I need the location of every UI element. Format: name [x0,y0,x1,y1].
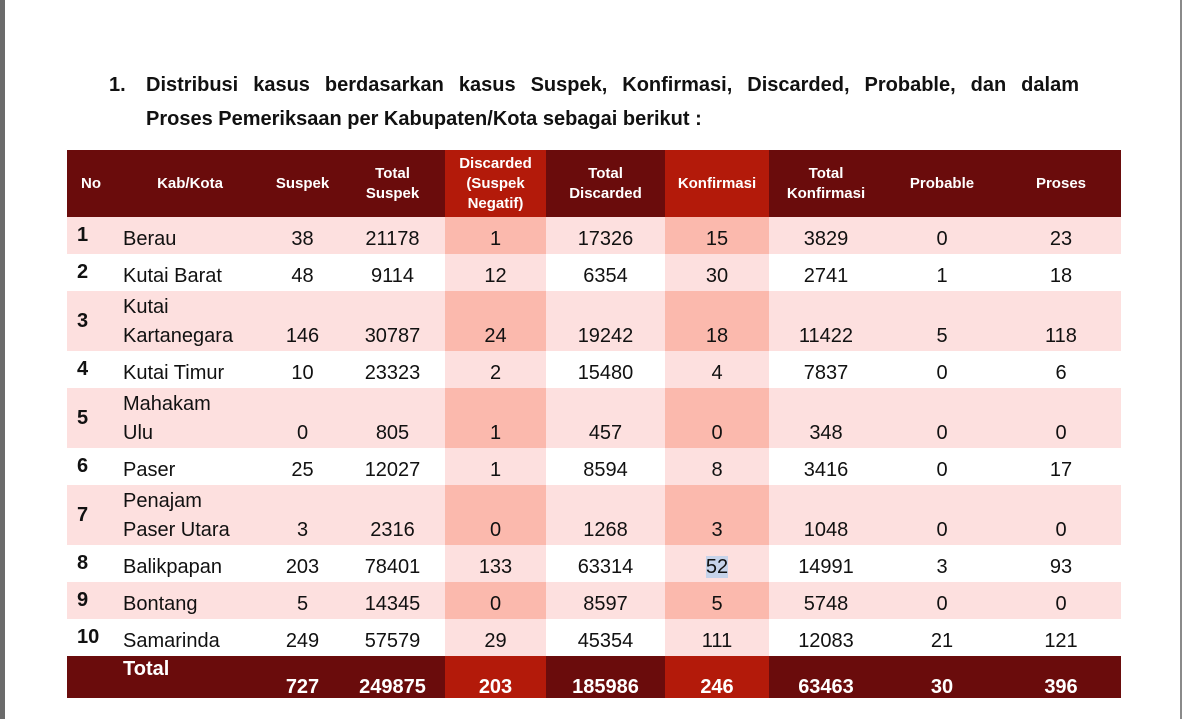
cell-discarded: 0 [445,485,546,545]
cell-discarded: 2 [445,351,546,388]
cell-total-discarded: 457 [546,388,665,448]
col-header-no: No [67,150,115,217]
cell-suspek: 38 [265,217,340,254]
col-header-suspek: Suspek [265,150,340,217]
table-row [67,351,1121,388]
cell-konfirmasi: 246 [665,656,769,698]
cell-no: 4 [67,351,115,388]
heading-number: 1. [109,74,126,96]
cell-probable: 5 [883,291,1001,351]
cell-probable: 0 [883,485,1001,545]
cell-konfirmasi: 111 [665,619,769,656]
page-left-border [0,0,5,719]
cell-discarded: 203 [445,656,546,698]
cell-probable: 0 [883,582,1001,619]
cell-total-discarded: 6354 [546,254,665,291]
cell-proses: 23 [1001,217,1121,254]
cell-kab-kota: Balikpapan [115,545,265,582]
cell-total-konfirmasi: 63463 [769,656,883,698]
cell-konfirmasi: 18 [665,291,769,351]
cell-no: 3 [67,291,115,351]
cell-total-suspek: 9114 [340,254,445,291]
cell-kab-kota: Berau [115,217,265,254]
cell-total-discarded: 8594 [546,448,665,485]
cell-total-suspek: 23323 [340,351,445,388]
cell-suspek: 3 [265,485,340,545]
cell-total-konfirmasi: 7837 [769,351,883,388]
cell-no: 8 [67,545,115,582]
cell-konfirmasi: 3 [665,485,769,545]
table-row [67,619,1121,656]
cell-no: 5 [67,388,115,448]
cell-probable: 30 [883,656,1001,698]
cell-discarded: 1 [445,388,546,448]
cell-kab-kota: Kutai Barat [115,254,265,291]
cell-konfirmasi [665,545,769,582]
cell-probable: 0 [883,217,1001,254]
cell-kab-kota: Mahakam Ulu [115,388,265,448]
cell-total-suspek: 2316 [340,485,445,545]
cell-total-suspek: 14345 [340,582,445,619]
col-header-konfirmasi: Konfirmasi [665,150,769,217]
cell-proses: 17 [1001,448,1121,485]
cell-kab-kota: Paser [115,448,265,485]
cell-proses: 6 [1001,351,1121,388]
cell-no: 10 [67,619,115,656]
cell-suspek: 0 [265,388,340,448]
cell-total-konfirmasi: 1048 [769,485,883,545]
cell-total-suspek: 249875 [340,656,445,698]
cell-total-suspek: 78401 [340,545,445,582]
cell-total-discarded: 8597 [546,582,665,619]
cell-no: 2 [67,254,115,291]
cell-probable: 1 [883,254,1001,291]
cell-total-konfirmasi: 11422 [769,291,883,351]
cell-kab-kota: Kutai Kartanegara [115,291,265,351]
cell-total-discarded: 63314 [546,545,665,582]
cell-proses: 0 [1001,388,1121,448]
col-header-proses: Proses [1001,150,1121,217]
cell-total-discarded: 1268 [546,485,665,545]
table-header-row [67,150,1121,217]
cell-no: 9 [67,582,115,619]
cell-total-suspek: 21178 [340,217,445,254]
cell-proses: 121 [1001,619,1121,656]
col-header-discarded: Discarded (Suspek Negatif) [445,150,546,217]
cell-kab-kota: Samarinda [115,619,265,656]
cell-total-suspek: 805 [340,388,445,448]
cell-proses: 0 [1001,485,1121,545]
table-row [67,254,1121,291]
table-row [67,217,1121,254]
cell-probable: 3 [883,545,1001,582]
cell-suspek: 203 [265,545,340,582]
cell-probable: 0 [883,388,1001,448]
cell-kab-kota: Kutai Timur [115,351,265,388]
cell-total-suspek: 30787 [340,291,445,351]
cell-total-konfirmasi: 3416 [769,448,883,485]
cell-no: 6 [67,448,115,485]
cell-total-label: Total [115,656,265,698]
cell-no: 7 [67,485,115,545]
cell-discarded: 24 [445,291,546,351]
cell-probable: 21 [883,619,1001,656]
cell-total-konfirmasi: 2741 [769,254,883,291]
cell-total-discarded: 15480 [546,351,665,388]
table-row [67,545,1121,582]
col-header-probable: Probable [883,150,1001,217]
cell-probable: 0 [883,351,1001,388]
cell-no: 1 [67,217,115,254]
cell-suspek: 48 [265,254,340,291]
heading-line-1: Distribusi kasus berdasarkan kasus Suspek, Konfirmasi, Discarded, Probable, dan dalam [146,74,1079,96]
cell-suspek: 25 [265,448,340,485]
cell-total-konfirmasi: 5748 [769,582,883,619]
cell-discarded: 12 [445,254,546,291]
selected-text[interactable]: 52 [705,556,729,578]
cell-total-suspek: 57579 [340,619,445,656]
cell-total-konfirmasi: 3829 [769,217,883,254]
cell-konfirmasi: 30 [665,254,769,291]
cell-discarded: 1 [445,448,546,485]
cell-total-discarded: 185986 [546,656,665,698]
col-header-kab-kota: Kab/Kota [115,150,265,217]
cell-total-suspek: 12027 [340,448,445,485]
cell-probable: 0 [883,448,1001,485]
page-right-border [1180,0,1182,719]
cell-proses: 93 [1001,545,1121,582]
col-header-total-suspek: Total Suspek [340,150,445,217]
cell-total-discarded: 45354 [546,619,665,656]
cell-total-konfirmasi: 14991 [769,545,883,582]
cell-proses: 396 [1001,656,1121,698]
cell-total-konfirmasi: 12083 [769,619,883,656]
cell-konfirmasi: 15 [665,217,769,254]
cell-konfirmasi: 4 [665,351,769,388]
cell-suspek: 5 [265,582,340,619]
cell-konfirmasi: 8 [665,448,769,485]
cell-proses: 118 [1001,291,1121,351]
cell-discarded: 1 [445,217,546,254]
table-row [67,388,1121,448]
table-row [67,448,1121,485]
cell-proses: 0 [1001,582,1121,619]
cell-suspek: 727 [265,656,340,698]
cell-no [67,656,115,698]
table-total-row [67,656,1121,698]
cell-total-konfirmasi: 348 [769,388,883,448]
cell-konfirmasi: 5 [665,582,769,619]
table-row [67,291,1121,351]
col-header-total-konfirmasi: Total Konfirmasi [769,150,883,217]
cell-discarded: 133 [445,545,546,582]
case-distribution-table [67,150,1121,698]
cell-discarded: 29 [445,619,546,656]
cell-proses: 18 [1001,254,1121,291]
cell-total-discarded: 17326 [546,217,665,254]
heading-line-2: Proses Pemeriksaan per Kabupaten/Kota sebagai berikut : [146,108,702,130]
col-header-total-discarded: Total Discarded [546,150,665,217]
cell-konfirmasi: 0 [665,388,769,448]
cell-kab-kota: Penajam Paser Utara [115,485,265,545]
table-row [67,485,1121,545]
table-row [67,582,1121,619]
cell-suspek: 249 [265,619,340,656]
cell-suspek: 146 [265,291,340,351]
cell-kab-kota: Bontang [115,582,265,619]
cell-discarded: 0 [445,582,546,619]
cell-total-discarded: 19242 [546,291,665,351]
cell-suspek: 10 [265,351,340,388]
